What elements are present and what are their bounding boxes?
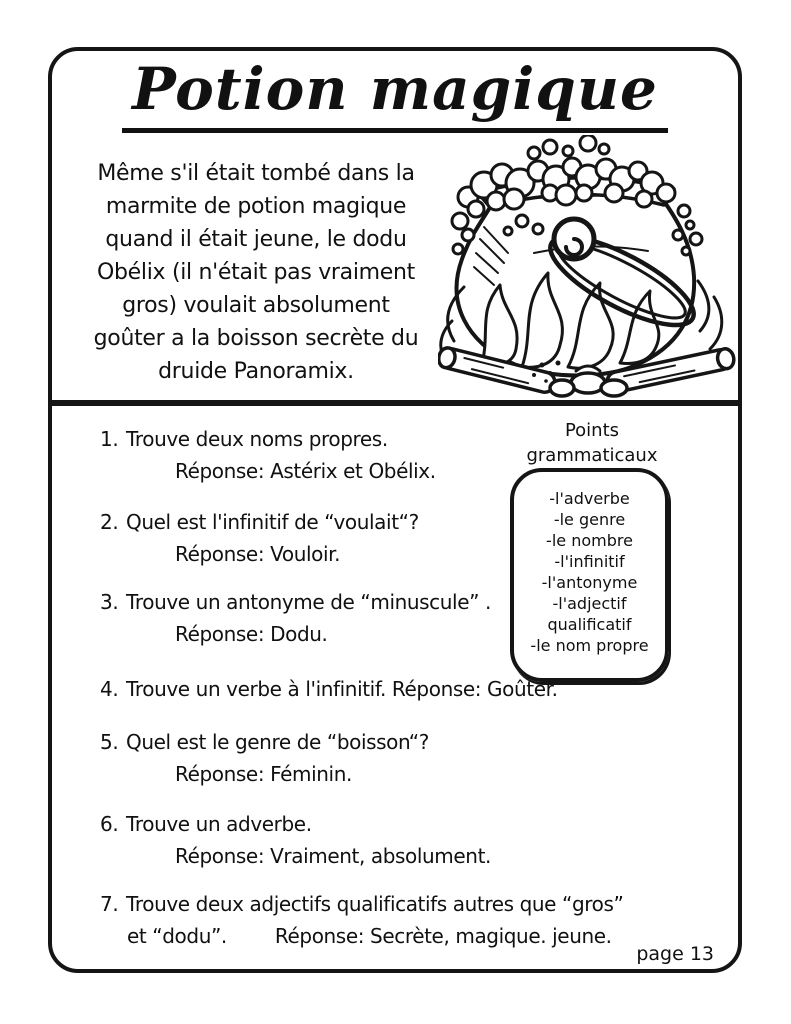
question-answer: Réponse: Vraiment, absolument.: [175, 844, 491, 868]
intro-line: Obélix (il n'était pas vraiment: [96, 260, 415, 285]
question-text: Quel est l'infinitif de “voulait“?: [126, 510, 419, 534]
question-text: Trouve un verbe à l'infinitif. Réponse: Goûter.: [126, 677, 558, 701]
page-title: Potion magique: [122, 59, 668, 133]
question-answer: Réponse: Astérix et Obélix.: [175, 459, 436, 483]
question-number: 3.: [100, 590, 119, 614]
grammar-heading-line: Points: [564, 420, 620, 441]
question-number: 5.: [100, 730, 119, 754]
question-text: Trouve deux noms propres.: [126, 427, 388, 451]
grammar-item: -l'antonyme: [541, 573, 638, 592]
page-number: page 13: [636, 943, 714, 965]
question-7: [100, 888, 660, 952]
page-border: [48, 47, 742, 973]
grammar-item: -l'adjectif: [552, 594, 627, 613]
intro-line: goûter a la boisson secrète du: [93, 326, 419, 351]
intro-line: Même s'il était tombé dans la: [97, 161, 415, 186]
question-text: Quel est le genre de “boisson“?: [126, 730, 429, 754]
question-text: Trouve deux adjectifs qualificatifs autres que “gros”: [126, 892, 624, 916]
grammar-item: -le genre: [553, 510, 626, 529]
cauldron-illustration: [438, 135, 750, 401]
grammar-heading-line: grammaticaux: [526, 445, 658, 466]
grammar-item: -le nom propre: [530, 636, 649, 655]
question-text-continued: et “dodu”.: [127, 924, 227, 948]
question-answer: Réponse: Dodu.: [175, 622, 328, 646]
question-answer: Réponse: Secrète, magique. jeune.: [274, 924, 612, 948]
grammar-item: -l'adverbe: [549, 489, 630, 508]
question-number: 6.: [100, 812, 119, 836]
grammar-points-box: [510, 468, 669, 682]
question-number: 2.: [100, 510, 119, 534]
question-text: Trouve un antonyme de “minuscule” .: [126, 590, 491, 614]
question-number: 1.: [100, 427, 119, 451]
section-divider: [52, 400, 738, 406]
question-text: Trouve un adverbe.: [126, 812, 312, 836]
intro-line: gros) voulait absolument: [122, 293, 390, 318]
question-answer: Réponse: Féminin.: [175, 762, 352, 786]
question-number: 7.: [100, 892, 119, 916]
title-row: [52, 55, 738, 133]
intro-paragraph: [66, 157, 446, 388]
grammar-item: -le nombre: [546, 531, 633, 550]
grammar-item: qualificatif: [547, 615, 632, 634]
grammar-item: -l'infinitif: [554, 552, 625, 571]
grammar-points-heading: [504, 418, 680, 468]
intro-line: marmite de potion magique: [105, 194, 407, 219]
intro-line: druide Panoramix.: [158, 359, 354, 384]
question-6: [100, 808, 660, 872]
question-answer: Réponse: Vouloir.: [175, 542, 341, 566]
question-5: [100, 726, 660, 790]
intro-line: quand il était jeune, le dodu: [105, 227, 407, 252]
question-number: 4.: [100, 677, 119, 701]
